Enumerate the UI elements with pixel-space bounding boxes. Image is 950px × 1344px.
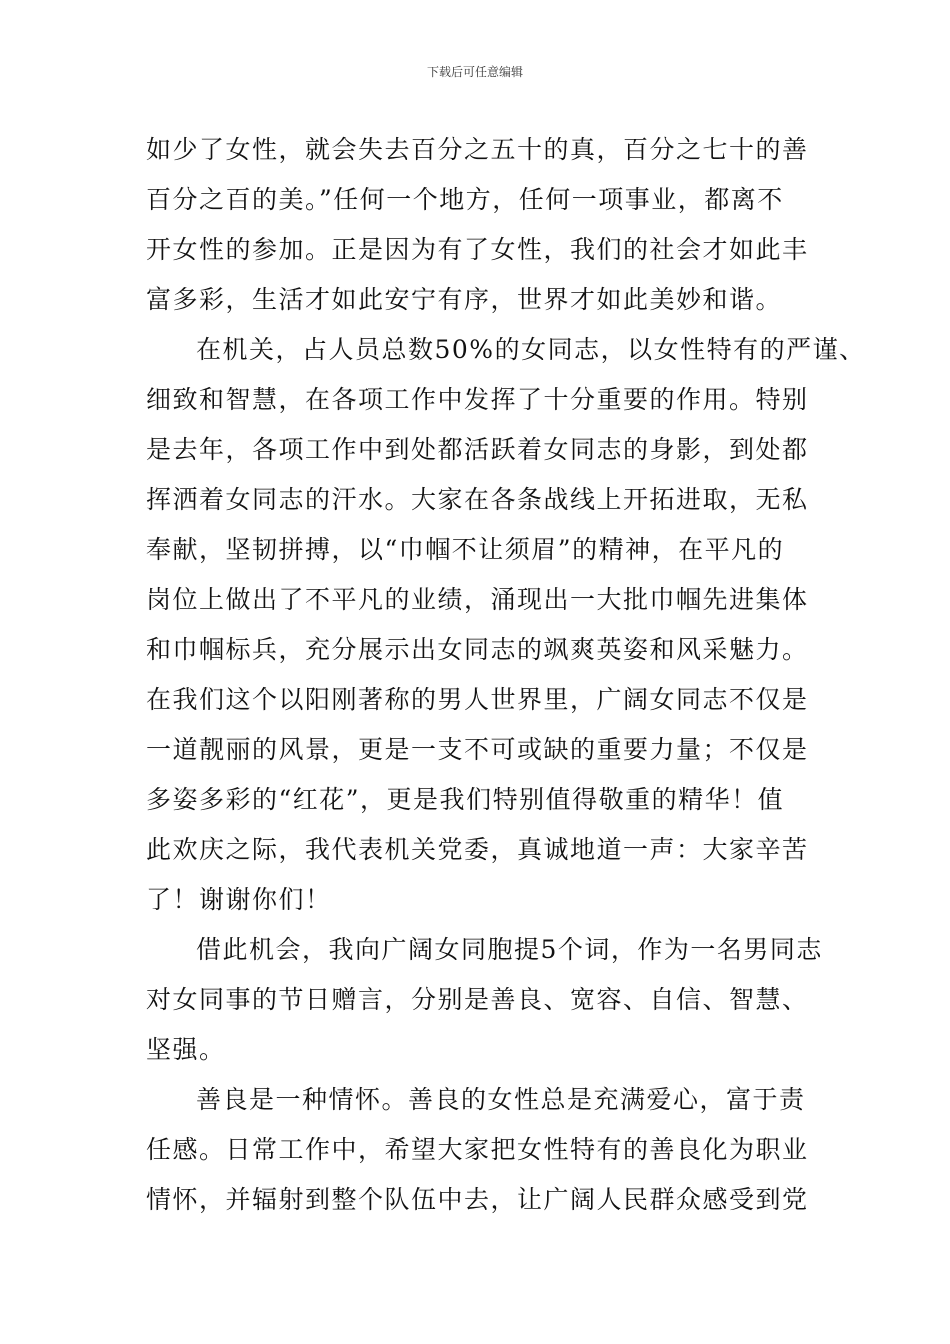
text-line: 如少了女性，就会失去百分之五十的真，百分之七十的善: [146, 135, 809, 164]
text-line: 是去年，各项工作中到处都活跃着女同志的身影，到处都: [146, 435, 809, 464]
text-line: 岗位上做出了不平凡的业绩，涌现出一大批巾帼先进集体: [146, 585, 809, 614]
text-line: 百分之百的美。”任何一个地方，任何一项事业，都离不: [146, 185, 784, 214]
text-line: 和巾帼标兵，充分展示出女同志的飒爽英姿和风采魅力。: [146, 635, 809, 664]
text-line: 情怀，并辐射到整个队伍中去，让广阔人民群众感受到党: [146, 1185, 809, 1214]
page-header: 下载后可任意编辑: [426, 65, 523, 79]
text-line: 任感。日常工作中，希望大家把女性特有的善良化为职业: [146, 1135, 809, 1164]
text-line: 挥洒着女同志的汗水。大家在各条战线上开拓进取，无私: [146, 485, 809, 514]
text-line: 奉献，坚韧拼搏，以“巾帼不让须眉”的精神，在平凡的: [146, 535, 785, 564]
text-line: 此欢庆之际，我代表机关党委，真诚地道一声：大家辛苦: [146, 835, 809, 864]
text-line: 对女同事的节日赠言，分别是善良、宽容、自信、智慧、: [146, 985, 809, 1014]
text-line: 借此机会，我向广阔女同胞提5个词，作为一名男同志: [196, 935, 823, 964]
text-line: 在我们这个以阳刚著称的男人世界里，广阔女同志不仅是: [146, 685, 809, 714]
text-line: 了！谢谢你们！: [146, 885, 332, 914]
text-line: 富多彩，生活才如此安宁有序，世界才如此美妙和谐。: [146, 285, 783, 314]
text-line: 开女性的参加。正是因为有了女性，我们的社会才如此丰: [146, 235, 809, 264]
text-line: 多姿多彩的“红花”，更是我们特别值得敬重的精华！值: [146, 785, 785, 814]
text-line: 一道靓丽的风景，更是一支不可或缺的重要力量；不仅是: [146, 735, 809, 764]
text-line: 细致和智慧，在各项工作中发挥了十分重要的作用。特别: [146, 385, 809, 414]
text-line: 在机关，占人员总数50%的女同志，以女性特有的严谨、: [196, 335, 866, 364]
text-line: 善良是一种情怀。善良的女性总是充满爱心，富于责: [196, 1085, 806, 1114]
text-line: 坚强。: [146, 1035, 226, 1064]
